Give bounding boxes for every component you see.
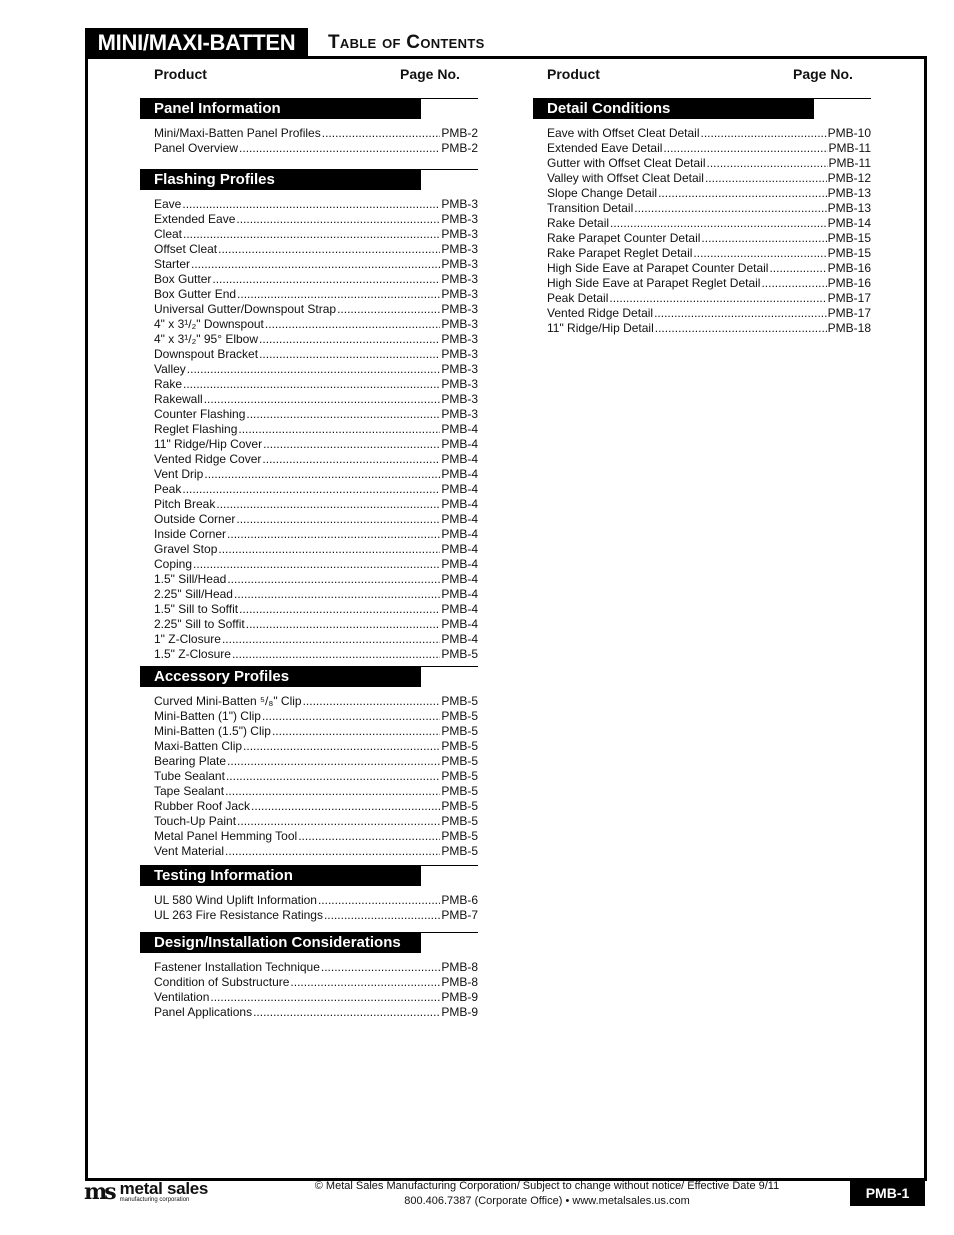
toc-entry (547, 216, 871, 231)
toc-entry-page: PMB-14 (827, 216, 871, 230)
dot-leader (321, 960, 440, 975)
toc-entry (154, 527, 478, 542)
toc-entry-title: 4" x 3¹/₂" 95° Elbow (154, 332, 259, 346)
toc-entry-title: Box Gutter End (154, 287, 237, 301)
toc-entry (547, 201, 871, 216)
toc-entry-title: Mini-Batten (1") Clip (154, 709, 261, 723)
toc-entry-page: PMB-13 (827, 201, 871, 215)
toc-entry-page: PMB-18 (827, 321, 871, 335)
toc-entry-page: PMB-3 (441, 272, 478, 286)
toc-entry-page: PMB-5 (441, 754, 478, 768)
dot-leader (253, 1005, 440, 1020)
toc-entry-title: Rubber Roof Jack (154, 799, 251, 813)
toc-entry (154, 377, 478, 392)
toc-entry-page: PMB-3 (441, 242, 478, 256)
toc-entry (154, 893, 478, 908)
toc-entry (154, 557, 478, 572)
dot-leader (234, 587, 440, 602)
dot-leader (246, 617, 441, 632)
toc-entry-page: PMB-3 (441, 302, 478, 316)
dot-leader (227, 572, 440, 587)
dot-leader (303, 694, 441, 709)
toc-entry-title: Rake Parapet Reglet Detail (547, 246, 693, 260)
toc-entry (154, 332, 478, 347)
toc-entry-page: PMB-3 (441, 347, 478, 361)
dot-leader (655, 321, 827, 336)
dot-leader (204, 392, 441, 407)
toc-entry-title: 2.25" Sill/Head (154, 587, 233, 601)
toc-entry-page: PMB-3 (441, 407, 478, 421)
toc-entry (154, 257, 478, 272)
toc-entry-title: Metal Panel Hemming Tool (154, 829, 298, 843)
logo-subtitle: manufacturing corporation (119, 1197, 190, 1203)
toc-entry (154, 769, 478, 784)
dot-leader (238, 422, 440, 437)
toc-entry-title: Gutter with Offset Cleat Detail (547, 156, 706, 170)
dot-leader (212, 272, 440, 287)
toc-entry-page: PMB-3 (441, 212, 478, 226)
toc-entry-title: Extended Eave (154, 212, 236, 226)
section-design-installation (140, 932, 478, 1020)
dot-leader (701, 231, 826, 246)
toc-entry-page: PMB-8 (441, 960, 478, 974)
toc-entry (547, 321, 871, 336)
toc-entry-page: PMB-15 (827, 231, 871, 245)
toc-entry-page: PMB-13 (827, 186, 871, 200)
toc-entry (154, 908, 478, 923)
dot-leader (769, 261, 826, 276)
toc-entry-title: Universal Gutter/Downspout Strap (154, 302, 337, 316)
right-page-header: Page No. (793, 66, 853, 82)
toc-entry (154, 754, 478, 769)
toc-entry-title: Gravel Stop (154, 542, 218, 556)
toc-entry-title: Panel Overview (154, 141, 239, 155)
dot-leader (225, 844, 440, 859)
toc-entry (154, 362, 478, 377)
dot-leader (761, 276, 826, 291)
toc-entry (154, 272, 478, 287)
metal-sales-logo (84, 1181, 208, 1204)
dot-leader (324, 908, 440, 923)
toc-entry-page: PMB-5 (441, 769, 478, 783)
toc-entry-title: Rake (154, 377, 183, 391)
product-title: MINI/MAXI-BATTEN (85, 28, 308, 57)
toc-entry (154, 242, 478, 257)
dot-leader (658, 186, 827, 201)
right-product-header: Product (547, 66, 600, 82)
toc-entry-page: PMB-3 (441, 392, 478, 406)
toc-entry (154, 287, 478, 302)
toc-entry-page: PMB-5 (441, 814, 478, 828)
toc-entry-page: PMB-11 (828, 156, 871, 170)
toc-entry-page: PMB-17 (827, 306, 871, 320)
toc-entry-title: Vent Material (154, 844, 225, 858)
dot-leader (182, 197, 440, 212)
dot-leader (182, 482, 440, 497)
toc-entry-title: Offset Cleat (154, 242, 218, 256)
toc-entry-page: PMB-16 (827, 276, 871, 290)
dot-leader (290, 975, 440, 990)
dot-leader (204, 467, 440, 482)
dot-leader (232, 647, 440, 662)
page-number-badge: PMB-1 (850, 1180, 925, 1206)
toc-entry (154, 317, 478, 332)
toc-entry-page: PMB-4 (441, 497, 478, 511)
toc-entry-page: PMB-5 (441, 694, 478, 708)
toc-entry-page: PMB-16 (827, 261, 871, 275)
toc-entry-page: PMB-6 (441, 893, 478, 907)
dot-leader (259, 347, 440, 362)
toc-entry-title: Rake Parapet Counter Detail (547, 231, 701, 245)
toc-entry-title: Peak (154, 482, 182, 496)
toc-entry-page: PMB-5 (441, 739, 478, 753)
dot-leader (227, 527, 440, 542)
section-title: Testing Information (140, 865, 421, 886)
toc-entry-title: 4" x 3¹/₂" Downspout (154, 317, 264, 331)
toc-entry-title: Slope Change Detail (547, 186, 658, 200)
toc-entry (154, 407, 478, 422)
toc-entry (154, 814, 478, 829)
toc-entry (154, 739, 478, 754)
dot-leader (236, 512, 440, 527)
toc-entry-page: PMB-3 (441, 257, 478, 271)
logo-name: metal sales (119, 1179, 209, 1198)
toc-entry (154, 482, 478, 497)
toc-entry-title: Cleat (154, 227, 183, 241)
toc-entry (154, 452, 478, 467)
toc-entry-page: PMB-5 (441, 784, 478, 798)
toc-entry (547, 126, 871, 141)
dot-leader (654, 306, 827, 321)
toc-entry (154, 347, 478, 362)
toc-entry-page: PMB-4 (441, 512, 478, 526)
toc-entry (154, 126, 478, 141)
toc-entry-page: PMB-3 (441, 362, 478, 376)
toc-entry-page: PMB-3 (441, 287, 478, 301)
dot-leader (265, 317, 440, 332)
toc-entry (547, 306, 871, 321)
section-title: Design/Installation Considerations (140, 932, 421, 953)
dot-leader (634, 201, 826, 216)
toc-entry-page: PMB-4 (441, 422, 478, 436)
toc-entry-title: Box Gutter (154, 272, 212, 286)
toc-entry (154, 647, 478, 662)
toc-entry-title: Tube Sealant (154, 769, 225, 783)
dot-leader (701, 126, 827, 141)
toc-entry-title: 1.5" Sill/Head (154, 572, 227, 586)
dot-leader (227, 754, 440, 769)
toc-entry-page: PMB-9 (441, 990, 478, 1004)
toc-entry (154, 227, 478, 242)
document-title: Table of Contents (328, 32, 485, 53)
dot-leader (272, 724, 440, 739)
dot-leader (237, 287, 440, 302)
toc-entry (154, 632, 478, 647)
toc-entry (154, 694, 478, 709)
toc-entry (154, 197, 478, 212)
dot-leader (193, 557, 440, 572)
dot-leader (246, 407, 440, 422)
dot-leader (259, 332, 440, 347)
toc-entry (154, 799, 478, 814)
dot-leader (322, 126, 441, 141)
toc-entry (154, 141, 478, 156)
toc-entry-title: Condition of Substructure (154, 975, 290, 989)
toc-entry-title: Valley with Offset Cleat Detail (547, 171, 704, 185)
toc-entry-title: Tape Sealant (154, 784, 225, 798)
toc-entry-page: PMB-5 (441, 647, 478, 661)
toc-entry-page: PMB-5 (441, 829, 478, 843)
toc-entry (154, 497, 478, 512)
toc-entry (154, 829, 478, 844)
toc-entry (154, 572, 478, 587)
dot-leader (693, 246, 826, 261)
toc-entry (154, 212, 478, 227)
toc-entry (154, 602, 478, 617)
toc-entry-title: Touch-Up Paint (154, 814, 237, 828)
toc-entry (154, 724, 478, 739)
section-title: Flashing Profiles (140, 169, 421, 190)
toc-entry-title: Eave (154, 197, 182, 211)
toc-entry-page: PMB-4 (441, 602, 478, 616)
footer-contact: 800.406.7387 (Corporate Office) • www.metalsales.us.com (404, 1195, 690, 1207)
dot-leader (705, 171, 827, 186)
toc-entry-title: Extended Eave Detail (547, 141, 663, 155)
toc-entry (154, 542, 478, 557)
toc-entry-title: Rakewall (154, 392, 203, 406)
toc-entry-title: UL 580 Wind Uplift Information (154, 893, 317, 907)
toc-entry (547, 171, 871, 186)
dot-leader (298, 829, 440, 844)
section-detail-conditions (533, 98, 871, 336)
toc-entry-title: 11" Ridge/Hip Cover (154, 437, 263, 451)
dot-leader (225, 784, 440, 799)
section-testing-information (140, 865, 478, 923)
toc-entry (154, 709, 478, 724)
dot-leader (262, 452, 440, 467)
section-panel-information (140, 98, 478, 156)
footer-text (300, 1179, 794, 1209)
toc-entry-page: PMB-4 (441, 437, 478, 451)
toc-entry-title: Bearing Plate (154, 754, 227, 768)
dot-leader (218, 542, 440, 557)
toc-entry-title: 1.5" Sill to Soffit (154, 602, 239, 616)
toc-entry (154, 437, 478, 452)
toc-entry-page: PMB-4 (441, 452, 478, 466)
section-title: Detail Conditions (533, 98, 814, 119)
toc-entry-page: PMB-4 (441, 587, 478, 601)
toc-entry-page: PMB-10 (827, 126, 871, 140)
footer-copyright: © Metal Sales Manufacturing Corporation/ Subject to change without notice/ Effective Date 9/11 (314, 1180, 780, 1192)
toc-entry (547, 261, 871, 276)
toc-entry-title: UL 263 Fire Resistance Ratings (154, 908, 323, 922)
left-product-header: Product (154, 66, 207, 82)
toc-entry-page: PMB-4 (441, 632, 478, 646)
toc-entry (154, 1005, 478, 1020)
toc-entry-page: PMB-3 (441, 377, 478, 391)
toc-entry-page: PMB-5 (441, 844, 478, 858)
dot-leader (210, 990, 440, 1005)
dot-leader (183, 227, 440, 242)
toc-entry-title: Transition Detail (547, 201, 634, 215)
toc-entry-title: Curved Mini-Batten ⁵/₈" Clip (154, 694, 302, 708)
toc-entry-title: Peak Detail (547, 291, 609, 305)
toc-entry-page: PMB-4 (441, 467, 478, 481)
toc-entry-title: Rake Detail (547, 216, 610, 230)
toc-entry-title: Vented Ridge Detail (547, 306, 654, 320)
toc-entry (547, 231, 871, 246)
toc-entry (154, 990, 478, 1005)
toc-entry-page: PMB-3 (441, 317, 478, 331)
section-title: Accessory Profiles (140, 666, 421, 687)
section-accessory-profiles (140, 666, 478, 859)
toc-entry-page: PMB-4 (441, 557, 478, 571)
toc-entry-title: High Side Eave at Parapet Reglet Detail (547, 276, 761, 290)
dot-leader (707, 156, 828, 171)
toc-entry (154, 960, 478, 975)
toc-entry (547, 276, 871, 291)
dot-leader (236, 212, 440, 227)
toc-entry-title: Coping (154, 557, 193, 571)
toc-entry-title: Mini-Batten (1.5") Clip (154, 724, 271, 738)
dot-leader (263, 437, 440, 452)
toc-entry (547, 246, 871, 261)
toc-entry-page: PMB-17 (827, 291, 871, 305)
dot-leader (216, 497, 440, 512)
toc-entry-page: PMB-4 (441, 617, 478, 631)
toc-entry-page: PMB-3 (441, 197, 478, 211)
toc-entry-page: PMB-5 (441, 709, 478, 723)
toc-entry-page: PMB-2 (441, 141, 478, 155)
toc-entry-title: Maxi-Batten Clip (154, 739, 243, 753)
toc-entry-title: Panel Applications (154, 1005, 253, 1019)
toc-entry-title: Eave with Offset Cleat Detail (547, 126, 700, 140)
toc-entry (154, 422, 478, 437)
toc-entry (154, 392, 478, 407)
section-title: Panel Information (140, 98, 421, 119)
toc-entry-page: PMB-3 (441, 227, 478, 241)
toc-entry-title: High Side Eave at Parapet Counter Detail (547, 261, 769, 275)
toc-entry (154, 512, 478, 527)
dot-leader (262, 709, 440, 724)
toc-entry-page: PMB-15 (827, 246, 871, 260)
toc-entry-page: PMB-7 (441, 908, 478, 922)
dot-leader (239, 602, 440, 617)
dot-leader (609, 291, 826, 306)
toc-entry-page: PMB-9 (441, 1005, 478, 1019)
dot-leader (251, 799, 440, 814)
toc-entry-page: PMB-5 (441, 724, 478, 738)
toc-entry-page: PMB-8 (441, 975, 478, 989)
toc-entry (547, 291, 871, 306)
dot-leader (337, 302, 440, 317)
dot-leader (239, 141, 440, 156)
toc-entry (154, 587, 478, 602)
toc-entry-title: Ventilation (154, 990, 210, 1004)
toc-entry-title: Inside Corner (154, 527, 227, 541)
toc-entry-title: Outside Corner (154, 512, 236, 526)
toc-entry (154, 302, 478, 317)
dot-leader (318, 893, 440, 908)
toc-entry-title: Valley (154, 362, 186, 376)
left-page-header: Page No. (400, 66, 460, 82)
toc-entry (547, 156, 871, 171)
toc-entry-page: PMB-12 (827, 171, 871, 185)
toc-entry (547, 141, 871, 156)
toc-entry-page: PMB-11 (828, 141, 871, 155)
toc-entry-title: Downspout Bracket (154, 347, 259, 361)
dot-leader (222, 632, 440, 647)
toc-entry (547, 186, 871, 201)
toc-entry-title: 2.25" Sill to Soffit (154, 617, 245, 631)
toc-entry-title: Fastener Installation Technique (154, 960, 320, 974)
dot-leader (243, 739, 440, 754)
toc-entry (154, 467, 478, 482)
toc-entry-page: PMB-4 (441, 482, 478, 496)
toc-entry (154, 975, 478, 990)
toc-entry-page: PMB-5 (441, 799, 478, 813)
dot-leader (226, 769, 440, 784)
logo-mark: ms (84, 1179, 114, 1205)
toc-entry-title: Mini/Maxi-Batten Panel Profiles (154, 126, 321, 140)
toc-entry-title: Starter (154, 257, 191, 271)
toc-entry-title: Reglet Flashing (154, 422, 238, 436)
dot-leader (663, 141, 827, 156)
dot-leader (218, 242, 440, 257)
dot-leader (183, 377, 440, 392)
toc-entry-page: PMB-4 (441, 572, 478, 586)
toc-entry-title: 1.5" Z-Closure (154, 647, 231, 661)
toc-entry-page: PMB-4 (441, 527, 478, 541)
toc-entry-page: PMB-3 (441, 332, 478, 346)
toc-entry-title: 1" Z-Closure (154, 632, 221, 646)
section-flashing-profiles (140, 169, 478, 662)
toc-entry-page: PMB-4 (441, 542, 478, 556)
toc-entry-page: PMB-2 (441, 126, 478, 140)
toc-entry-title: Counter Flashing (154, 407, 246, 421)
toc-entry (154, 617, 478, 632)
toc-entry-title: Pitch Break (154, 497, 216, 511)
dot-leader (191, 257, 440, 272)
dot-leader (610, 216, 827, 231)
toc-entry-title: 11" Ridge/Hip Detail (547, 321, 654, 335)
dot-leader (187, 362, 441, 377)
toc-entry-title: Vented Ridge Cover (154, 452, 262, 466)
toc-entry-title: Vent Drip (154, 467, 204, 481)
dot-leader (237, 814, 440, 829)
toc-entry (154, 784, 478, 799)
toc-entry (154, 844, 478, 859)
